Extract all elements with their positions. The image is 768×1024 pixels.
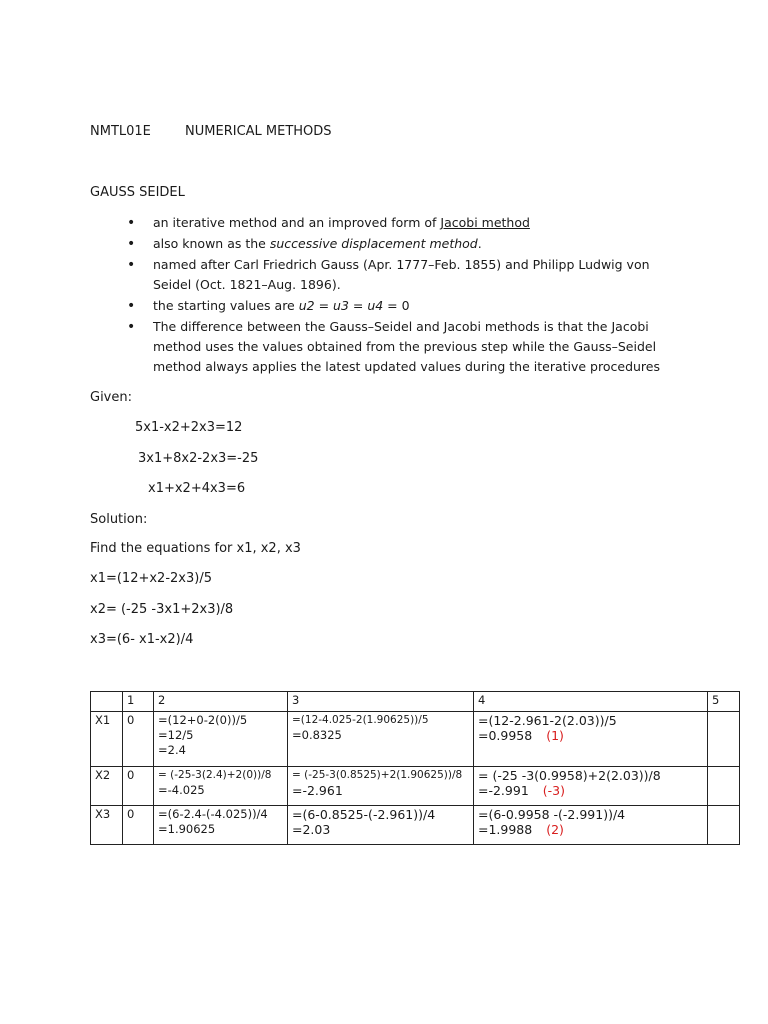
successive-displacement-term: successive displacement method bbox=[269, 236, 478, 251]
cell-iter4: = (-25 -3(0.9958)+2(2.03))/8 =-2.991 (-3) bbox=[474, 767, 708, 806]
section-heading: GAUSS SEIDEL bbox=[90, 185, 185, 200]
cell-iter4: =(6-0.9958 -(-2.991))/4 =1.9988 (2) bbox=[474, 806, 708, 845]
bullet-item: • an iterative method and an improved form of Jacobi method bbox=[127, 213, 667, 233]
header-cell: 5 bbox=[708, 692, 740, 712]
course-title: NUMERICAL METHODS bbox=[185, 124, 332, 139]
solution-label: Solution: bbox=[90, 512, 148, 527]
formula-x3: x3=(6- x1-x2)/4 bbox=[90, 632, 194, 647]
starting-values-math: u2 = u3 = u4 bbox=[298, 298, 384, 313]
bullet-item: • named after Carl Friedrich Gauss (Apr. 1777–Feb. 1855) and Philipp Ludwig von Seidel (Oct. 1821–Aug. 1896). bbox=[127, 255, 667, 295]
row-label: X3 bbox=[91, 806, 123, 845]
cell-iter3: =(12-4.025-2(1.90625))/5 =0.8325 bbox=[288, 712, 474, 767]
cell-iter5 bbox=[708, 712, 740, 767]
formula-x2: x2= (-25 -3x1+2x3)/8 bbox=[90, 602, 234, 617]
course-code: NMTL01E bbox=[90, 124, 151, 139]
cell-iter1: 0 bbox=[123, 767, 154, 806]
equation: 5x1-x2+2x3=12 bbox=[135, 420, 243, 435]
annotation-note: (-3) bbox=[542, 783, 565, 798]
cell-iter5 bbox=[708, 806, 740, 845]
find-equations-text: Find the equations for x1, x2, x3 bbox=[90, 541, 301, 556]
equation: x1+x2+4x3=6 bbox=[148, 481, 246, 496]
document-header bbox=[90, 124, 332, 139]
header-cell: 1 bbox=[123, 692, 154, 712]
bullet-list bbox=[127, 213, 667, 378]
annotation-note: (2) bbox=[546, 822, 564, 837]
bullet-item: • the starting values are u2 = u3 = u4 = 0 bbox=[127, 296, 667, 316]
cell-iter2: =(6-2.4-(-4.025))/4 =1.90625 bbox=[154, 806, 288, 845]
cell-iter2: =(12+0-2(0))/5 =12/5 =2.4 bbox=[154, 712, 288, 767]
bullet-item: • The difference between the Gauss–Seidel and Jacobi methods is that the Jacobi method uses the values obtained from the previous step while the Gauss–Seidel method always applies the latest updated values during the iterative procedures bbox=[127, 317, 667, 377]
cell-iter3: =(6-0.8525-(-2.961))/4 =2.03 bbox=[288, 806, 474, 845]
bullet-item: • also known as the successive displacement method. bbox=[127, 234, 667, 254]
header-cell bbox=[91, 692, 123, 712]
cell-iter4: =(12-2.961-2(2.03))/5 =0.9958 (1) bbox=[474, 712, 708, 767]
cell-iter1: 0 bbox=[123, 712, 154, 767]
header-cell: 4 bbox=[474, 692, 708, 712]
given-label: Given: bbox=[90, 390, 132, 405]
equation: 3x1+8x2-2x3=-25 bbox=[138, 451, 259, 466]
annotation-note: (1) bbox=[546, 728, 564, 743]
table-row bbox=[91, 806, 740, 845]
cell-iter2: = (-25-3(2.4)+2(0))/8 =-4.025 bbox=[154, 767, 288, 806]
table-row bbox=[91, 712, 740, 767]
header-cell: 2 bbox=[154, 692, 288, 712]
row-label: X2 bbox=[91, 767, 123, 806]
formula-x1: x1=(12+x2-2x3)/5 bbox=[90, 571, 212, 586]
jacobi-method-link[interactable]: Jacobi method bbox=[440, 215, 530, 230]
iteration-table bbox=[90, 691, 740, 845]
cell-iter1: 0 bbox=[123, 806, 154, 845]
cell-iter3: = (-25-3(0.8525)+2(1.90625))/8 =-2.961 bbox=[288, 767, 474, 806]
header-cell: 3 bbox=[288, 692, 474, 712]
row-label: X1 bbox=[91, 712, 123, 767]
cell-iter5 bbox=[708, 767, 740, 806]
table-row bbox=[91, 767, 740, 806]
table-header-row bbox=[91, 692, 740, 712]
